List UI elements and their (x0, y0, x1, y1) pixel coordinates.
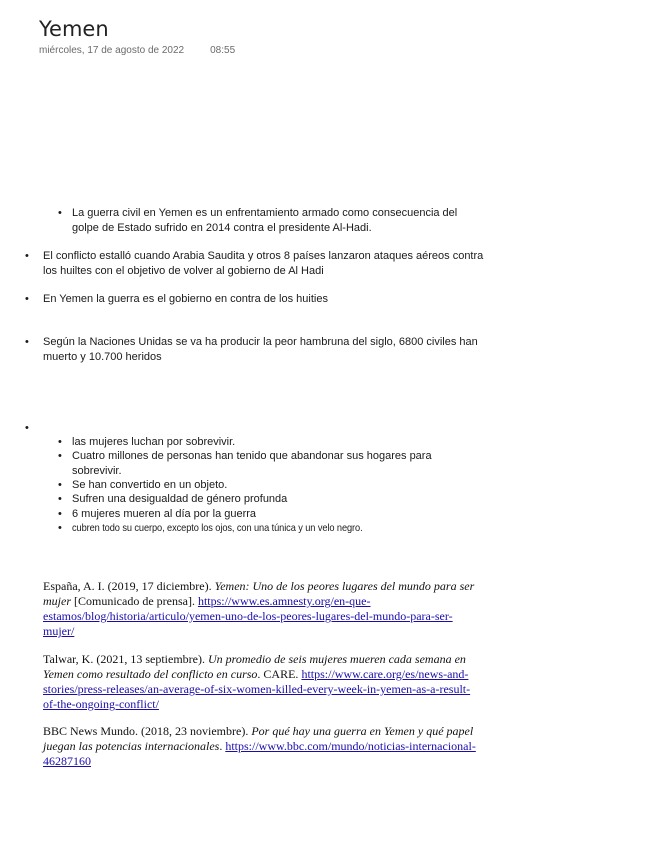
page-time: 08:55 (210, 45, 236, 56)
list-item-text: El conflicto estalló cuando Arabia Saudita y otros 8 países lanzaron ataques aéreos contra (43, 250, 484, 262)
bullet-icon: • (25, 293, 29, 305)
reference-link[interactable]: https://www.es.amnesty.org/en-que-estamos/blog/historia/articulo/yemen-uno-de-los-peores-lugares-del-mundo-para-ser-mujer/ (43, 594, 453, 638)
reference-text: España, A. I. (2019, 17 diciembre). (43, 579, 215, 593)
bullet-icon: • (58, 522, 62, 534)
list-item (25, 249, 484, 279)
bullet-icon: • (58, 508, 62, 520)
reference-title: Un promedio de seis mujeres mueren cada semana en Yemen como resultado del conflicto en curso (43, 652, 466, 681)
bullet-icon: • (25, 422, 29, 434)
reference-entry (43, 579, 483, 639)
list-item (58, 507, 257, 522)
list-item-text: las mujeres luchan por sobrevivir. (72, 436, 236, 448)
list-item (58, 449, 432, 479)
bullet-icon: • (25, 250, 29, 262)
reference-text: [Comunicado de prensa]. (71, 594, 198, 608)
page-timestamp (39, 45, 235, 56)
bullet-icon: • (58, 450, 62, 462)
reference-title: Por qué hay una guerra en Yemen y qué papel juegan las potencias internacionales (43, 724, 474, 753)
bullet-icon: • (58, 207, 62, 219)
list-item-text: cubren todo su cuerpo, excepto los ojos, con una túnica y un velo negro. (72, 522, 363, 534)
list-item (25, 292, 328, 307)
list-item-text: muerto y 10.700 heridos (43, 351, 162, 363)
list-item (58, 206, 458, 236)
page-title: Yemen (39, 17, 109, 41)
list-item (58, 478, 228, 493)
bullet-icon: • (25, 336, 29, 348)
list-item-text: Según la Naciones Unidas se va ha producir la peor hambruna del siglo, 6800 civiles han (43, 336, 478, 348)
list-item-text: los huiltes con el objetivo de volver al gobierno de Al Hadi (43, 265, 324, 277)
bullet-icon: • (58, 493, 62, 505)
list-item-text: sobrevivir. (72, 465, 122, 477)
list-item (58, 435, 236, 450)
list-item (58, 492, 288, 507)
list-item-text: Sufren una desigualdad de género profunda (72, 493, 288, 505)
list-item-text: 6 mujeres mueren al día por la guerra (72, 508, 257, 520)
list-item-text: La guerra civil en Yemen es un enfrentamiento armado como consecuencia del (72, 207, 458, 219)
list-item-text: Se han convertido en un objeto. (72, 479, 228, 491)
page-date: miércoles, 17 de agosto de 2022 (39, 45, 185, 56)
reference-entry (43, 652, 483, 712)
list-item (58, 521, 402, 536)
reference-link[interactable]: https://www.bbc.com/mundo/noticias-internacional-46287160 (43, 739, 476, 768)
reference-link[interactable]: https://www.care.org/es/news-and-stories/press-releases/an-average-of-six-women-killed-every-week-in-yemen-as-a-result-of-the-ongoing-conflict/ (43, 667, 471, 711)
reference-text: . (219, 739, 226, 753)
reference-entry (43, 724, 483, 769)
reference-text: Talwar, K. (2021, 13 septiembre). (43, 652, 208, 666)
list-item (25, 335, 478, 365)
reference-text: . CARE. (257, 667, 302, 681)
reference-text: BBC News Mundo. (2018, 23 noviembre). (43, 724, 252, 738)
list-item-text: Cuatro millones de personas han tenido que abandonar sus hogares para (72, 450, 432, 462)
list-item-text: En Yemen la guerra es el gobierno en contra de los huities (43, 293, 328, 305)
reference-title: Yemen: Uno de los peores lugares del mundo para ser mujer (43, 579, 475, 608)
bullet-icon: • (58, 479, 62, 491)
list-item-text: golpe de Estado sufrido en 2014 contra el presidente Al-Hadi. (72, 222, 372, 234)
bullet-icon: • (58, 436, 62, 448)
